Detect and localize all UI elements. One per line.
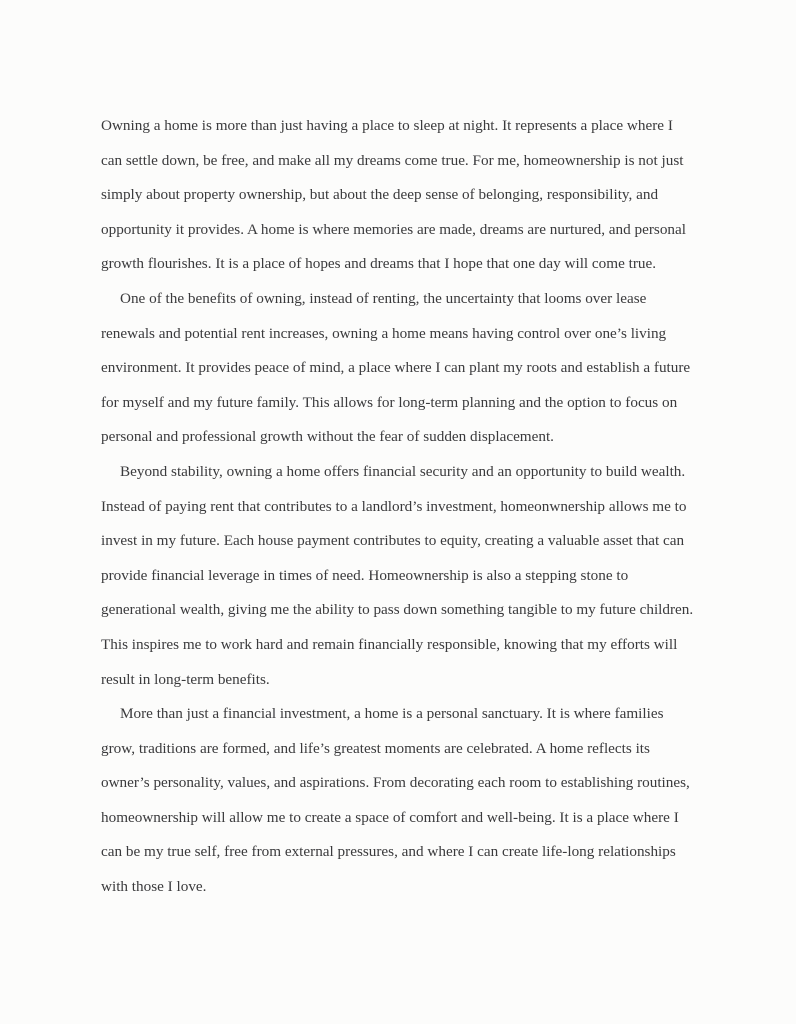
text-line: One of the benefits of owning, instead of renting, the uncertainty that looms over lease	[120, 289, 647, 307]
paragraph-1	[101, 116, 691, 289]
text-line: owner’s personality, values, and aspirations. From decorating each room to establishing routines,	[101, 774, 690, 792]
text-line: growth flourishes. It is a place of hopes and dreams that I hope that one day will come true.	[101, 255, 657, 273]
text-line: environment. It provides peace of mind, a place where I can plant my roots and establish a future	[101, 359, 691, 377]
text-line: generational wealth, giving me the ability to pass down something tangible to my future children.	[101, 601, 694, 619]
text-line: More than just a financial investment, a home is a personal sanctuary. It is where families	[120, 705, 664, 723]
text-line: This inspires me to work hard and remain financially responsible, knowing that my efforts will	[101, 635, 678, 653]
text-line: personal and professional growth without the fear of sudden displacement.	[101, 428, 554, 446]
text-line: can be my true self, free from external pressures, and where I can create life-long relationships	[101, 843, 676, 861]
text-line: invest in my future. Each house payment contributes to equity, creating a valuable asset that can	[101, 532, 685, 550]
text-line: Instead of paying rent that contributes to a landlord’s investment, homeonwnership allows me to	[101, 497, 687, 515]
paragraph-3	[101, 462, 694, 704]
paragraph-2	[101, 289, 691, 462]
text-line: for myself and my future family. This allows for long-term planning and the option to focus on	[101, 393, 678, 411]
text-line: grow, traditions are formed, and life’s greatest moments are celebrated. A home reflects its	[101, 739, 650, 757]
essay-body	[101, 116, 694, 912]
paragraph-4	[101, 704, 691, 912]
text-line: provide financial leverage in times of need. Homeownership is also a stepping stone to	[101, 566, 629, 584]
text-line: renewals and potential rent increases, owning a home means having control over one’s living	[101, 324, 667, 342]
text-line: Beyond stability, owning a home offers financial security and an opportunity to build wealth.	[120, 462, 686, 480]
text-line: result in long-term benefits.	[101, 670, 270, 688]
text-line: simply about property ownership, but about the deep sense of belonging, responsibility, and	[101, 186, 659, 204]
text-line: with those I love.	[101, 878, 207, 896]
text-line: Owning a home is more than just having a place to sleep at night. It represents a place where I	[101, 117, 673, 134]
text-line: opportunity it provides. A home is where memories are made, dreams are nurtured, and personal	[101, 220, 686, 238]
text-line: homeownership will allow me to create a space of comfort and well-being. It is a place where I	[101, 808, 679, 826]
text-line: can settle down, be free, and make all my dreams come true. For me, homeownership is not just	[101, 151, 684, 169]
